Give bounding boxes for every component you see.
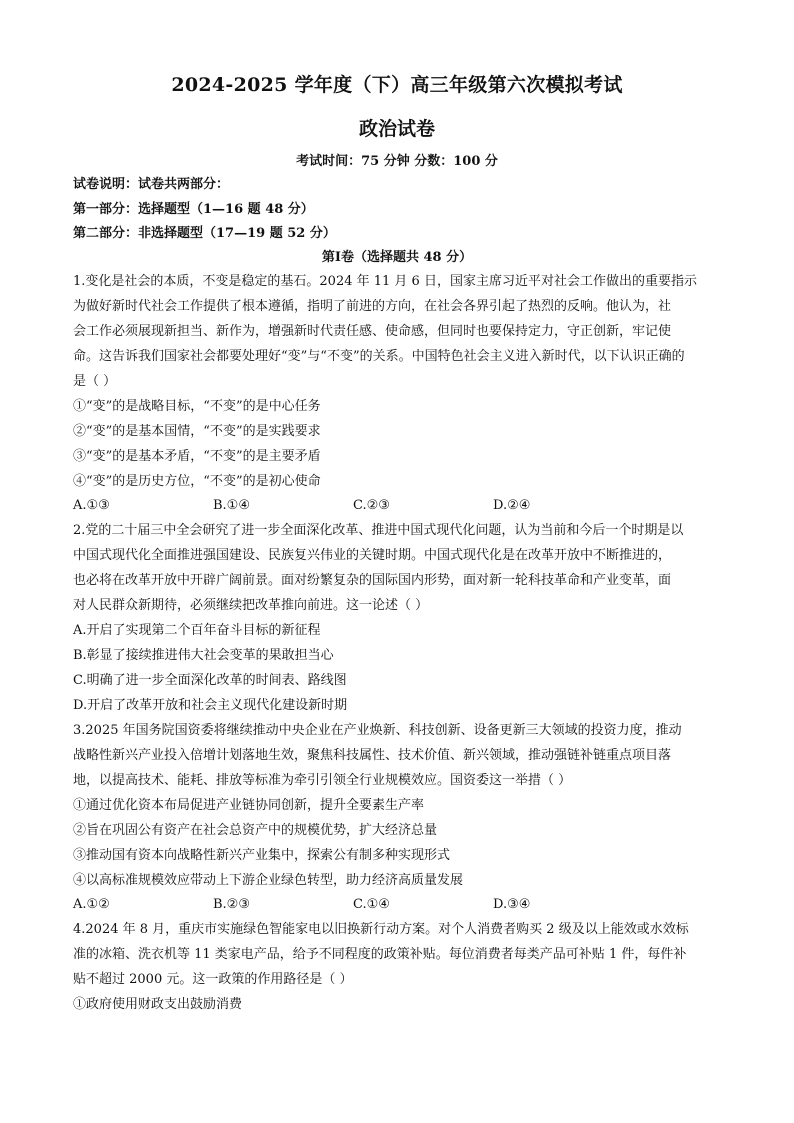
question-2-line: 对人民群众新期待，必须继续把改革推向前进。这一论述（ ） — [73, 598, 429, 613]
paper-description: 试卷说明：试卷共两部分： — [73, 177, 230, 192]
question-1-choice-b: B.①④ — [213, 498, 250, 513]
part-one-description: 第一部分：选择题型（1—16 题 48 分） — [73, 202, 314, 217]
question-1-statement-3: ③“变”的是基本矛盾，“不变”的是主要矛盾 — [73, 449, 321, 464]
exam-time-score: 考试时间：75 分钟 分数：100 分 — [296, 154, 498, 169]
question-3-statement-4: ④以高标准规模效应带动上下游企业绿色转型，助力经济高质量发展 — [73, 873, 464, 888]
question-3-choice-d: D.③④ — [493, 897, 531, 912]
question-1-choice-c: C.②③ — [353, 498, 390, 513]
question-1-choice-a: A.①③ — [73, 498, 110, 513]
section-title: 第Ⅰ卷（选择题共 48 分） — [321, 250, 473, 265]
question-1-line: 是（ ） — [73, 374, 117, 389]
question-3-choice-a: A.①② — [73, 897, 110, 912]
question-2-choice-c: C.明确了进一步全面深化改革的时间表、路线图 — [73, 673, 347, 688]
question-2-choice-a: A.开启了实现第二个百年奋斗目标的新征程 — [73, 623, 321, 638]
question-1-statement-2: ②“变”的是基本国情，“不变”的是实践要求 — [73, 424, 321, 439]
question-2-line: 2.党的二十届三中全会研究了进一步全面深化改革、推进中国式现代化问题，认为当前和今后一个时期是以 — [73, 523, 684, 538]
question-1-line: 会工作必须展现新担当、新作为，增强新时代责任感、使命感，但同时也要保持定力，守正创新，牢记使 — [73, 324, 672, 339]
question-4-line: 准的冰箱、洗衣机等 11 类家电产品，给予不同程度的政策补贴。每位消费者每类产品可补贴 1 件，每件补 — [73, 947, 687, 962]
question-3-choice-c: C.①④ — [353, 897, 390, 912]
question-3-line: 地，以提高技术、能耗、排放等标准为牵引引领全行业规模效应。国资委这一举措（ ） — [73, 773, 572, 788]
question-2-choice-b: B.彰显了接续推进伟大社会变革的果敢担当心 — [73, 648, 334, 663]
question-2-line: 也必将在改革开放中开辟广阔前景。面对纷繁复杂的国际国内形势，面对新一轮科技革命和产业变革，面 — [73, 573, 672, 588]
exam-title: 2024-2025 学年度（下）高三年级第六次模拟考试 — [171, 74, 623, 96]
question-1-statement-1: ①“变”的是战略目标，“不变”的是中心任务 — [73, 399, 321, 414]
subject-title: 政治试卷 — [358, 118, 435, 140]
question-2-choice-d: D.开启了改革开放和社会主义现代化建设新时期 — [73, 698, 348, 713]
question-3-statement-3: ③推动国有资本向战略性新兴产业集中，探索公有制多种实现形式 — [73, 848, 451, 863]
question-4-statement-1: ①政府使用财政支出鼓励消费 — [73, 997, 243, 1012]
question-4-line: 贴不超过 2000 元。这一政策的作用路径是（ ） — [73, 972, 353, 987]
question-3-choice-b: B.②③ — [213, 897, 250, 912]
question-1-choice-d: D.②④ — [493, 498, 531, 513]
question-3-statement-2: ②旨在巩固公有资产在社会总资产中的规模优势，扩大经济总量 — [73, 823, 438, 838]
question-3-line: 3.2025 年国务院国资委将继续推动中央企业在产业焕新、科技创新、设备更新三大领域的投资力度，推动 — [73, 723, 682, 738]
question-3-statement-1: ①通过优化资本布局促进产业链协同创新，提升全要素生产率 — [73, 798, 425, 813]
question-1-line: 为做好新时代社会工作提供了根本遵循，指明了前进的方向，在社会各界引起了热烈的反响。他认为，社 — [73, 299, 672, 314]
question-4-line: 4.2024 年 8 月，重庆市实施绿色智能家电以旧换新行动方案。对个人消费者购买 2 级及以上能效或水效标 — [73, 922, 689, 937]
question-3-line: 战略性新兴产业投入倍增计划落地生效，聚焦科技属性、技术价值、新兴领域，推动强链补链重点项目落 — [73, 748, 672, 763]
question-1-line: 命。这告诉我们国家社会都要处理好“变”与“不变”的关系。中国特色社会主义进入新时代，以下认识正确的 — [73, 349, 685, 364]
question-2-line: 中国式现代化全面推进强国建设、民族复兴伟业的关键时期。中国式现代化是在改革开放中不断推进的， — [73, 548, 672, 563]
part-two-description: 第二部分：非选择题型（17—19 题 52 分） — [73, 226, 336, 241]
question-1-line: 1.变化是社会的本质，不变是稳定的基石。2024 年 11 月 6 日，国家主席习近平对社会工作做出的重要指示 — [73, 274, 697, 289]
question-1-statement-4: ④“变”的是历史方位，“不变”的是初心使命 — [73, 474, 321, 489]
